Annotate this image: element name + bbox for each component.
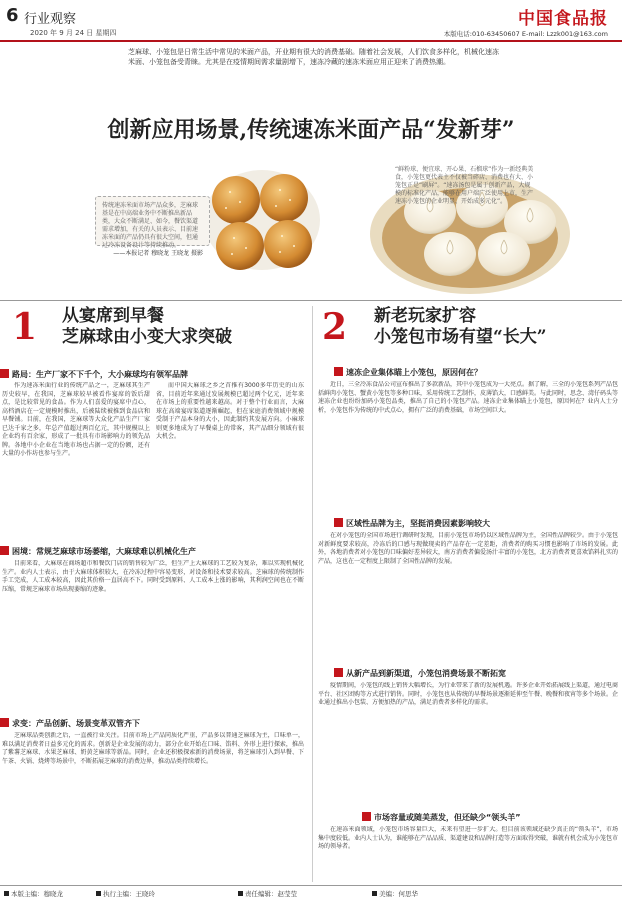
section2-body2: 在对小笼包的全国市场进行调研时发现，目前小笼包市场仍以区域性品牌为主，全国性品牌较少。由于小笼包对新鲜度要求较高，冷冻后的口感与现做现卖的产品存在一定差距，消费者的购买习惯也影响了市场的发展。此外，各地消费者对小笼包的口味偏好差异较大，南方消费者偏爱汤汁丰富的小笼包，北方消费者更喜欢馅料扎实的产品，这也在一定程度上限制了全国性品牌的发展。 [318, 532, 618, 565]
newspaper-logo: 中国食品报 [518, 9, 608, 29]
section1-body1: 作为速冻米面行业的传统产品之一，芝麻球其生产历史较早，在我国，芝麻球较早被看作宴席的饭后甜点，是比较常见的食品。作为人们喜爱的宴席中点心，高档酒店在一定规模时推出，后被陆续被推到食品店和早餐铺。目前，在我国，芝麻球等大众化产品生产厂家已达千家之多，年总产值超过两百亿元，其中规模以上企业约有百余家，形成了一批具有市场影响力的领先品牌。各地中小企业在当地市场也占据一定的份额，还有大量的小作坊也参与生产。 [2, 382, 150, 457]
section1-sub1: 路局：生产厂家不下千个，大小麻球均有领军品牌 [0, 369, 306, 380]
section2-body3: 疫情期间，小笼包的线上销售大幅增长，为行业带来了新的发展机遇。许多企业开始拓展线上渠道，通过电商平台、社区团购等方式进行销售。同时，小笼包也从传统的早餐场景逐渐延伸至午餐、晚餐和夜宵等多个场景。企业通过推出小包装、方便加热的产品，满足消费者多样化的需求。 [318, 682, 618, 706]
sesame-ball-3 [216, 222, 264, 270]
page-number: 6 [6, 5, 19, 26]
section2-sub2: 区域性品牌为主，坚挺消费因素影响较大 [334, 518, 620, 529]
section1-title-line1: 从宴席到早餐 [62, 306, 164, 326]
section1-title-line2: 芝麻球由小变大求突破 [62, 327, 232, 347]
footer-designer: 美编：何思华 [372, 889, 418, 898]
dateline: 2020 年 9 月 24 日 星期四 [30, 29, 117, 37]
section1-number: 1 [12, 306, 38, 348]
section2-title-line1: 新老玩家扩容 [374, 306, 476, 326]
section1-sub2: 困境：常规芝麻球市场萎缩，大麻球难以机械化生产 [0, 546, 306, 557]
left-quote-text: 传统速冻米面市场产品众多，芝麻球基是在中高端业务中不断推出新品类，大众不断满足、如今，餐饮渠道需求增加，有关的人员表示、目前速冻米面的产品仍具有很大空间，但通过冷冻设备设计等持续推动。 [102, 202, 199, 249]
section1-sub3: 求变：产品创新、场景变革双管齐下 [0, 718, 306, 729]
section2-sub3: 从新产品到新渠道，小笼包消费场景不断拓宽 [334, 668, 620, 679]
contact-line: 本版电话:010-63450607 E-mail: Lzzk001@163.com [443, 30, 608, 38]
section1-body2: 而中国大麻球之乡之首推有3000多年历史的山东省，目前近年来通过发展规模已超过两个亿元，近年来在市场上的重要性越来越高。对于整个行业而言，大麻球在高端宴席渠道逐渐崛起，但在家庭消费领域中规模受制于产品本身的大小，因此制约其发展方向。小麻球则更多地成为了早餐桌上的常客，其产品细分领域有很大机会。 [156, 382, 304, 440]
section1-body3: 目前来看，大麻球在商场超市和餐饮门店的销售较为广泛，但生产上大麻球的工艺较为复杂，难以实现机械化生产。业内人士表示，由于大麻球体积较大，在冷冻过程中容易变形，对设备和技术要求较高。芝麻球的传统制作手工完成，人工成本较高，因此其价格一直居高不下。同时受到原料、人工成本上涨的影响，其利润空间也在不断压缩，常规芝麻球市场出现萎缩的迹象。 [2, 560, 304, 593]
section2-title [374, 306, 547, 348]
section2-sub1: 速冻企业集体瞄上小笼包，原因何在？ [334, 367, 620, 378]
sesame-ball-4 [264, 220, 312, 268]
section-divider [0, 300, 622, 301]
left-quote-box [95, 196, 210, 257]
footer-editor: 本版主编：穆晓龙 [4, 889, 63, 898]
subhead-marker [334, 518, 343, 527]
lead-paragraph: 芝麻球、小笼包是日常生活中常见的米面产品，开业期有很大的消费基础。随着社会发展，人们饮食多样化，机械化速冻米面、小笼包备受青睐。尤其是在疫情期间需求量剧增下，速冻冷藏的速冻米面应用正迎来了消费热潮。 [128, 48, 499, 66]
footer-duty-editor: 责任编辑：赵莹莹 [238, 889, 297, 898]
section2-body1: 近日，三全冷冻食品公司宣布推出了多款新品，其中小笼包成为一大亮点。据了解，三全的小笼包系列产品包括鲜肉小笼包、蟹黄小笼包等多种口味，采用传统工艺制作，皮薄馅大，口感鲜美。与此同时，思念、湾仔码头等速冻企业也纷纷加码小笼包品类，推出了自己的小笼包产品。速冻企业集体瞄上小笼包，原因何在？业内人士分析，小笼包作为传统的中式点心，拥有广泛的消费基础，市场空间巨大。 [318, 381, 618, 414]
footer-exec-editor: 执行主编：王晓玲 [96, 889, 155, 898]
subhead-marker [334, 668, 343, 677]
subhead-marker [0, 546, 9, 555]
section1-title [62, 306, 232, 348]
section1-body4: 芝麻球品类创新之后，一直被行业关注。目前市场上产品同质化严重，产品多以普通芝麻球为主，口味单一，难以满足消费者日益多元化的需求。创新是企业发展的动力，部分企业开始在口味、馅料、外形上进行探索，推出了紫薯芝麻球、水果芝麻球、奶黄芝麻球等新品。同时，企业还积极探索新的消费场景，将芝麻球引入到早餐、下午茶、火锅、烧烤等场景中，不断拓展芝麻球的消费边界，推动品类持续增长。 [2, 732, 304, 765]
sesame-ball-2 [260, 174, 308, 222]
sesame-ball-1 [212, 176, 260, 224]
section2-number: 2 [322, 306, 348, 348]
subhead-marker [0, 369, 9, 378]
left-quote-author: ——本报记者 穆晓龙 王晓龙 摄影 [113, 250, 203, 257]
subhead-marker [362, 812, 371, 821]
section-name: 行业观察 [24, 12, 77, 27]
page-footer [0, 885, 622, 900]
masthead [0, 0, 622, 42]
subhead-marker [0, 718, 9, 727]
right-quote: “鲜粉球、便宜球、开心果、石榴球”作为一新经典美食，小笼包更代表主不仅被当碎店、消费也有大、小笼包正是“刷屏”。“速冻汤包是属于创新产品，大规模的标准化产品，能够在用户端广泛使用上市，生产速冻小笼包的企业明显、开始成多元化”。 [395, 166, 534, 205]
section2-body4: 在速冻米面领域，小笼包市场容量巨大，未来有望进一步扩大。但目前该领域还缺少真正的“领头羊”，市场集中度较低。业内人士认为，谁能够在产品品质、渠道建设和品牌打造等方面取得突破，谁就有机会成为小笼包市场的领导者。 [318, 826, 618, 850]
subhead-marker [334, 367, 343, 376]
section2-title-line2: 小笼包市场有望“长大” [374, 327, 547, 347]
section2-sub4: 市场容量或随美蒸发，但还缺少“领头羊” [362, 812, 620, 823]
main-headline: 创新应用场景,传统速冻米面产品“发新芽” [107, 117, 515, 143]
column-divider [312, 306, 313, 882]
